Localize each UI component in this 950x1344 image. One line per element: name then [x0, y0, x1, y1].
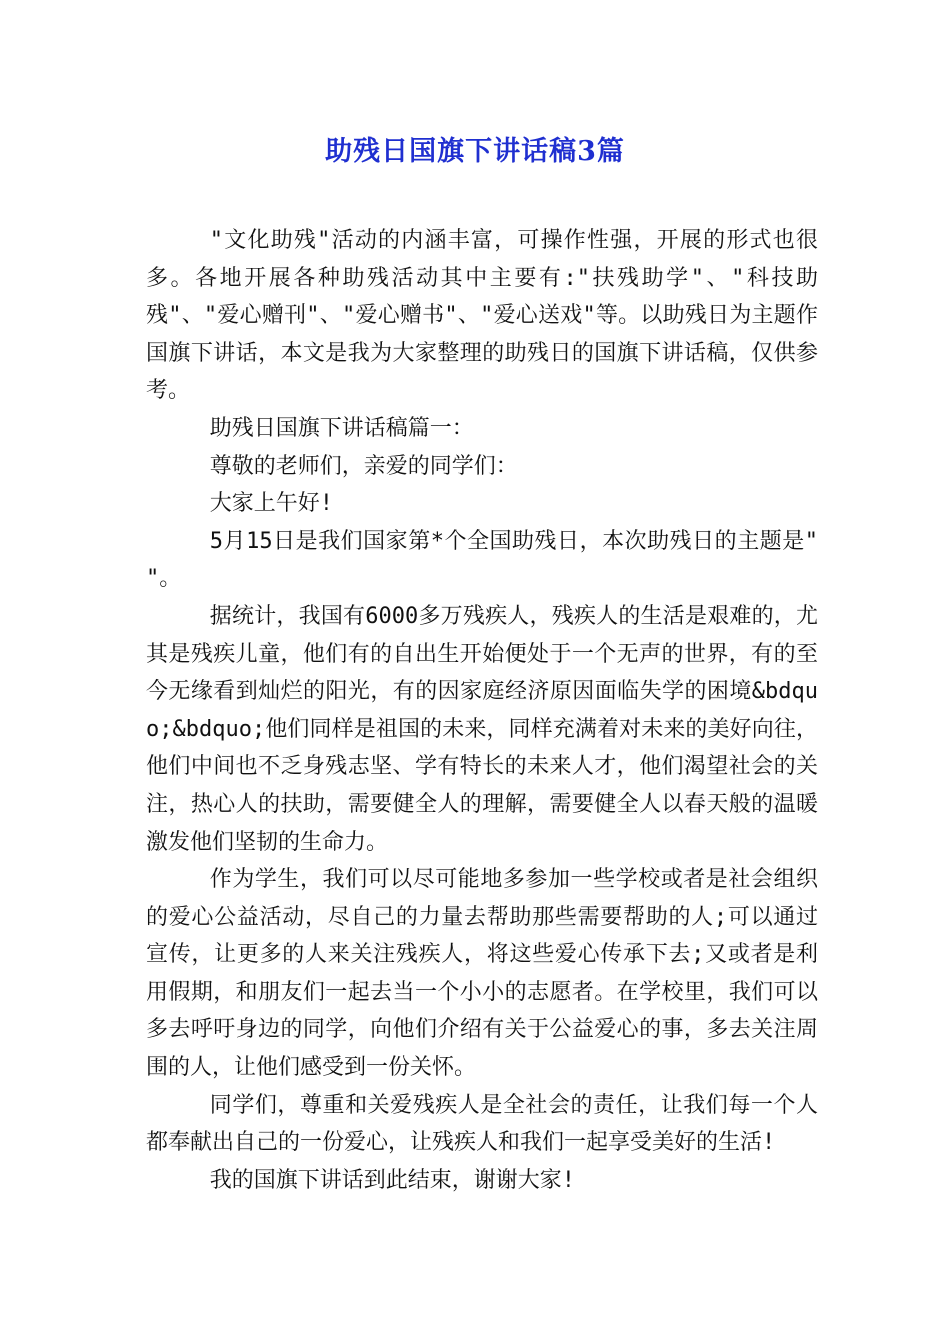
paragraph-theme: 5月15日是我们国家第*个全国助残日，本次助残日的主题是" "。 [146, 528, 818, 592]
paragraph-section-heading: 助残日国旗下讲话稿篇一： [209, 415, 474, 441]
paragraph-call-to-action: 同学们，尊重和关爱残疾人是全社会的责任，让我们每一个人都奉献出自己的一份爱心，让残疾人和我们一起享受美好的生活! [146, 1092, 818, 1156]
paragraph-statistics: 据统计，我国有6000多万残疾人，残疾人的生活是艰难的，尤其是残疾儿童，他们有的自出生开始便处于一个无声的世界，有的至今无缘看到灿烂的阳光，有的因家庭经济原因面临失学的困境&bdquo;&bdquo;他们同样是祖国的未来，同样充满着对未来的美好向往，他们中间也不乏身残志坚、学有特长的未来人才，他们渴望社会的关注，热心人的扶助，需要健全人的理解，需要健全人以春天般的温暖激发他们坚韧的生命力。 [146, 603, 818, 855]
paragraph-closing: 我的国旗下讲话到此结束，谢谢大家! [209, 1167, 576, 1193]
paragraph-actions: 作为学生，我们可以尽可能地多参加一些学校或者是社会组织的爱心公益活动，尽自己的力量去帮助那些需要帮助的人;可以通过宣传，让更多的人来关注残疾人，将这些爱心传承下去;又或者是利用假期，和朋友们一起去当一个小小的志愿者。在学校里，我们可以多去呼吁身边的同学，向他们介绍有关于公益爱心的事，多去关注周围的人，让他们感受到一份关怀。 [146, 867, 818, 1081]
paragraph-intro: "文化助残"活动的内涵丰富，可操作性强，开展的形式也很多。各地开展各种助残活动其中主要有:"扶残助学"、"科技助残"、"爱心赠刊"、"爱心赠书"、"爱心送戏"等。以助残日为主题作国旗下讲话，本文是我为大家整理的助残日的国旗下讲话稿，仅供参考。 [146, 228, 818, 404]
document-body [146, 222, 818, 1199]
paragraph-salutation: 尊敬的老师们，亲爱的同学们： [209, 453, 518, 479]
paragraph-greeting: 大家上午好! [209, 491, 334, 517]
document-title: 助残日国旗下讲话稿3篇 [325, 136, 625, 167]
